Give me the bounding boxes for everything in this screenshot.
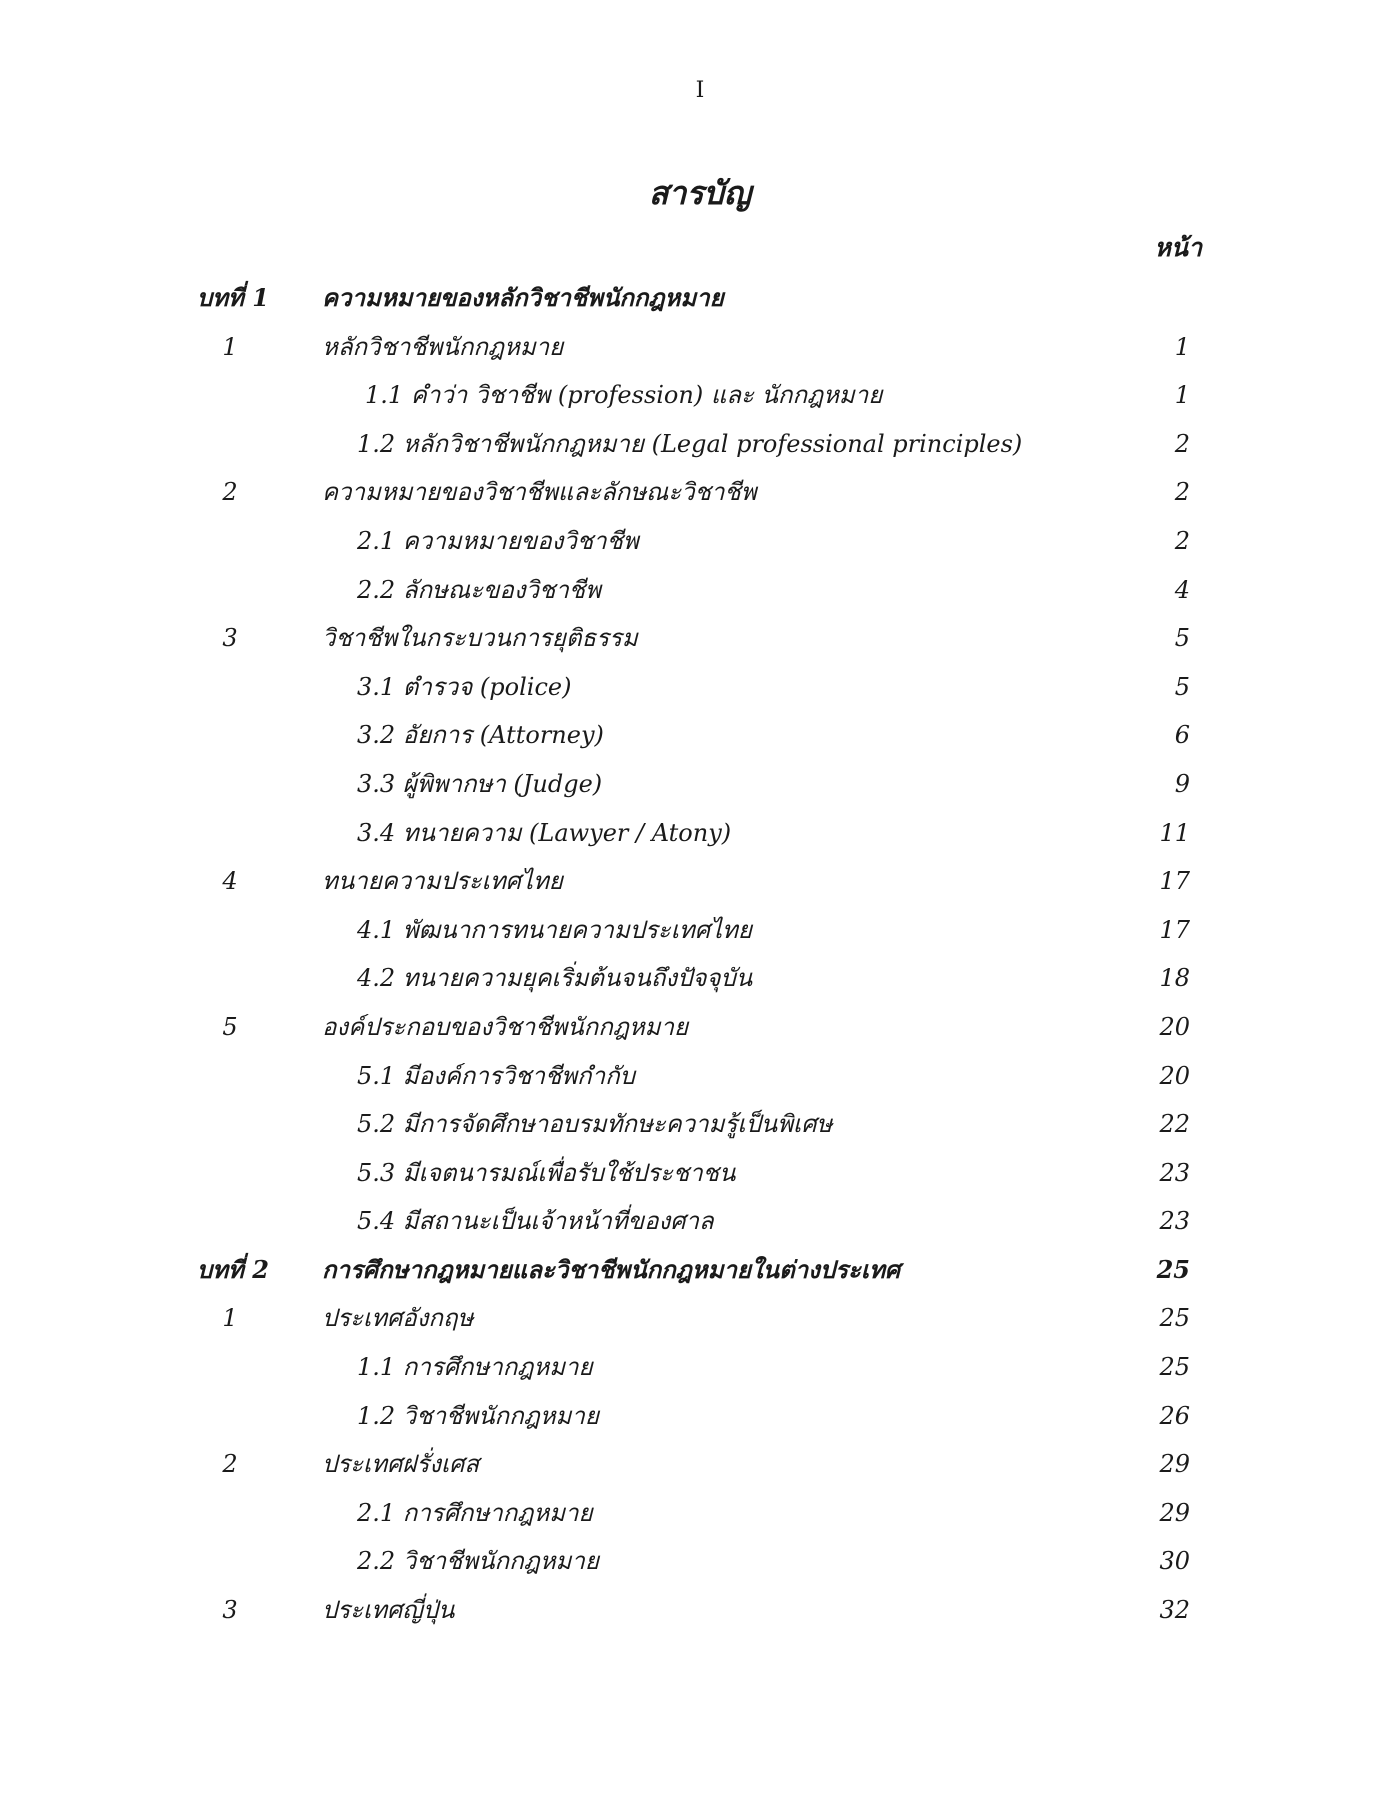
toc-entry-page: 1 <box>1174 332 1190 361</box>
toc-subsection-row <box>0 1100 1400 1149</box>
toc-entry-page: 20 <box>1159 1012 1190 1041</box>
toc-entry-label: 2.1 ความหมายของวิชาชีพ <box>357 526 639 555</box>
toc-section-row <box>0 1294 1400 1343</box>
toc-entry-page: 30 <box>1159 1547 1190 1576</box>
toc-entry-page: 25 <box>1156 1254 1190 1284</box>
toc-entry-number-text: 1 <box>222 332 238 361</box>
toc-entry-label: 5.3 มีเจตนารมณ์เพื่อรับใช้ประชาชน <box>357 1158 736 1187</box>
toc-entry-number-text: บทที่ 2 <box>197 1254 269 1284</box>
toc-entry-label: องค์ประกอบของวิชาชีพนักกฎหมาย <box>322 1012 689 1041</box>
toc-entry-label: ประเทศอังกฤษ <box>322 1304 474 1333</box>
toc-section-row <box>0 857 1400 906</box>
toc-entry-page: 2 <box>1174 429 1190 458</box>
toc-entry-label: 4.2 ทนายความยุคเริ่มต้นจนถึงปัจจุบัน <box>357 964 753 993</box>
toc-entry-label: 3.3 ผู้พิพากษา (Judge) <box>357 769 603 798</box>
toc-entry-label: 4.1 พัฒนาการทนายความประเทศไทย <box>357 915 752 944</box>
toc-chapter-row <box>0 274 1400 323</box>
toc-entry-page: 29 <box>1159 1450 1190 1479</box>
toc-entry-label: 1.1 คำว่า วิชาชีพ (profession) และ นักกฎหมาย <box>365 381 883 410</box>
toc-entry-label: 1.2 หลักวิชาชีพนักกฎหมาย (Legal professional principles) <box>357 429 1023 458</box>
toc-section-row <box>0 468 1400 517</box>
toc-entry-page: 2 <box>1174 526 1190 555</box>
toc-entry-label: ทนายความประเทศไทย <box>322 867 563 896</box>
toc-entry-label: ความหมายของหลักวิชาชีพนักกฎหมาย <box>322 283 724 312</box>
toc-entry-number-text: 4 <box>222 867 238 896</box>
toc-entry-page: 26 <box>1159 1401 1190 1430</box>
toc-entry-page: 5 <box>1174 624 1190 653</box>
toc-entry-page: 5 <box>1174 672 1190 701</box>
toc-section-row <box>0 614 1400 663</box>
toc-subsection-row <box>0 517 1400 566</box>
toc-subsection-row <box>0 711 1400 760</box>
toc-entry-label: 3.1 ตำรวจ (police) <box>357 672 572 701</box>
toc-entry-label: 2.2 ลักษณะของวิชาชีพ <box>357 575 601 604</box>
toc-entry-label: ความหมายของวิชาชีพและลักษณะวิชาชีพ <box>322 478 757 507</box>
toc-entry-page: 9 <box>1174 769 1190 798</box>
toc-entry-number-text: 2 <box>222 1450 238 1479</box>
toc-entry-number-text: 5 <box>222 1012 238 1041</box>
toc-section-row <box>0 1440 1400 1489</box>
toc-entry-page: 22 <box>1159 1110 1190 1139</box>
toc-subsection-row <box>0 1489 1400 1538</box>
toc-entry-label: วิชาชีพในกระบวนการยุติธรรม <box>322 624 638 653</box>
toc-entry-label: 3.4 ทนายความ (Lawyer / Atony) <box>357 818 732 847</box>
toc-entry-page: 20 <box>1159 1061 1190 1090</box>
toc-entry-page: 29 <box>1159 1498 1190 1527</box>
toc-subsection-row <box>0 663 1400 712</box>
toc-subsection-row <box>0 809 1400 858</box>
toc-subsection-row <box>0 1197 1400 1246</box>
toc-entry-label: 1.2 วิชาชีพนักกฎหมาย <box>357 1401 599 1430</box>
toc-entry-number-text: 3 <box>222 1596 238 1625</box>
toc-entry-page: 17 <box>1159 867 1190 896</box>
toc-section-row <box>0 1586 1400 1635</box>
toc-entry-number-text: 1 <box>222 1304 238 1333</box>
toc-entry-page: 17 <box>1159 915 1190 944</box>
toc-entry-page: 18 <box>1159 964 1190 993</box>
toc-entry-label: 2.2 วิชาชีพนักกฎหมาย <box>357 1547 599 1576</box>
toc-subsection-row <box>0 760 1400 809</box>
toc-entry-label: 5.2 มีการจัดศึกษาอบรมทักษะความรู้เป็นพิเศษ <box>357 1110 833 1139</box>
toc-chapter-row <box>0 1246 1400 1295</box>
toc-subsection-row <box>0 1537 1400 1586</box>
toc-entry-page: 25 <box>1159 1353 1190 1382</box>
toc-entry-number-text: 2 <box>222 478 238 507</box>
page-title: สารบัญ <box>648 174 752 212</box>
toc-entry-page: 23 <box>1159 1207 1190 1236</box>
toc-entry-page: 6 <box>1174 721 1190 750</box>
toc-entry-page: 4 <box>1174 575 1190 604</box>
toc-entry-label: ประเทศฝรั่งเศส <box>322 1450 480 1479</box>
toc-entry-label: 2.1 การศึกษากฎหมาย <box>357 1498 593 1527</box>
toc-subsection-row <box>0 371 1400 420</box>
page-column-header: หน้า <box>1154 233 1202 262</box>
toc-entry-page: 32 <box>1159 1596 1190 1625</box>
toc-subsection-row <box>0 954 1400 1003</box>
page-number: I <box>695 78 705 103</box>
toc-subsection-row <box>0 1392 1400 1441</box>
toc-section-row <box>0 1003 1400 1052</box>
table-of-contents <box>0 274 1400 1635</box>
toc-entry-page: 1 <box>1174 381 1190 410</box>
toc-subsection-row <box>0 420 1400 469</box>
toc-entry-page: 2 <box>1174 478 1190 507</box>
toc-entry-page: 11 <box>1159 818 1190 847</box>
toc-subsection-row <box>0 1149 1400 1198</box>
toc-subsection-row <box>0 906 1400 955</box>
toc-entry-number-text: 3 <box>222 624 238 653</box>
toc-subsection-row <box>0 1343 1400 1392</box>
toc-subsection-row <box>0 1052 1400 1101</box>
toc-entry-label: 1.1 การศึกษากฎหมาย <box>357 1353 593 1382</box>
toc-subsection-row <box>0 566 1400 615</box>
toc-entry-label: 5.1 มีองค์การวิชาชีพกำกับ <box>357 1061 635 1090</box>
toc-entry-label: ประเทศญี่ปุ่น <box>322 1596 455 1625</box>
toc-entry-label: การศึกษากฎหมายและวิชาชีพนักกฎหมายในต่างประเทศ <box>322 1254 901 1284</box>
toc-entry-label: 5.4 มีสถานะเป็นเจ้าหน้าที่ของศาล <box>357 1207 714 1236</box>
toc-entry-number-text: บทที่ 1 <box>197 283 269 312</box>
toc-entry-label: 3.2 อัยการ (Attorney) <box>357 721 604 750</box>
toc-entry-page: 25 <box>1159 1304 1190 1333</box>
toc-section-row <box>0 323 1400 372</box>
toc-entry-label: หลักวิชาชีพนักกฎหมาย <box>322 332 564 361</box>
toc-entry-page: 23 <box>1159 1158 1190 1187</box>
